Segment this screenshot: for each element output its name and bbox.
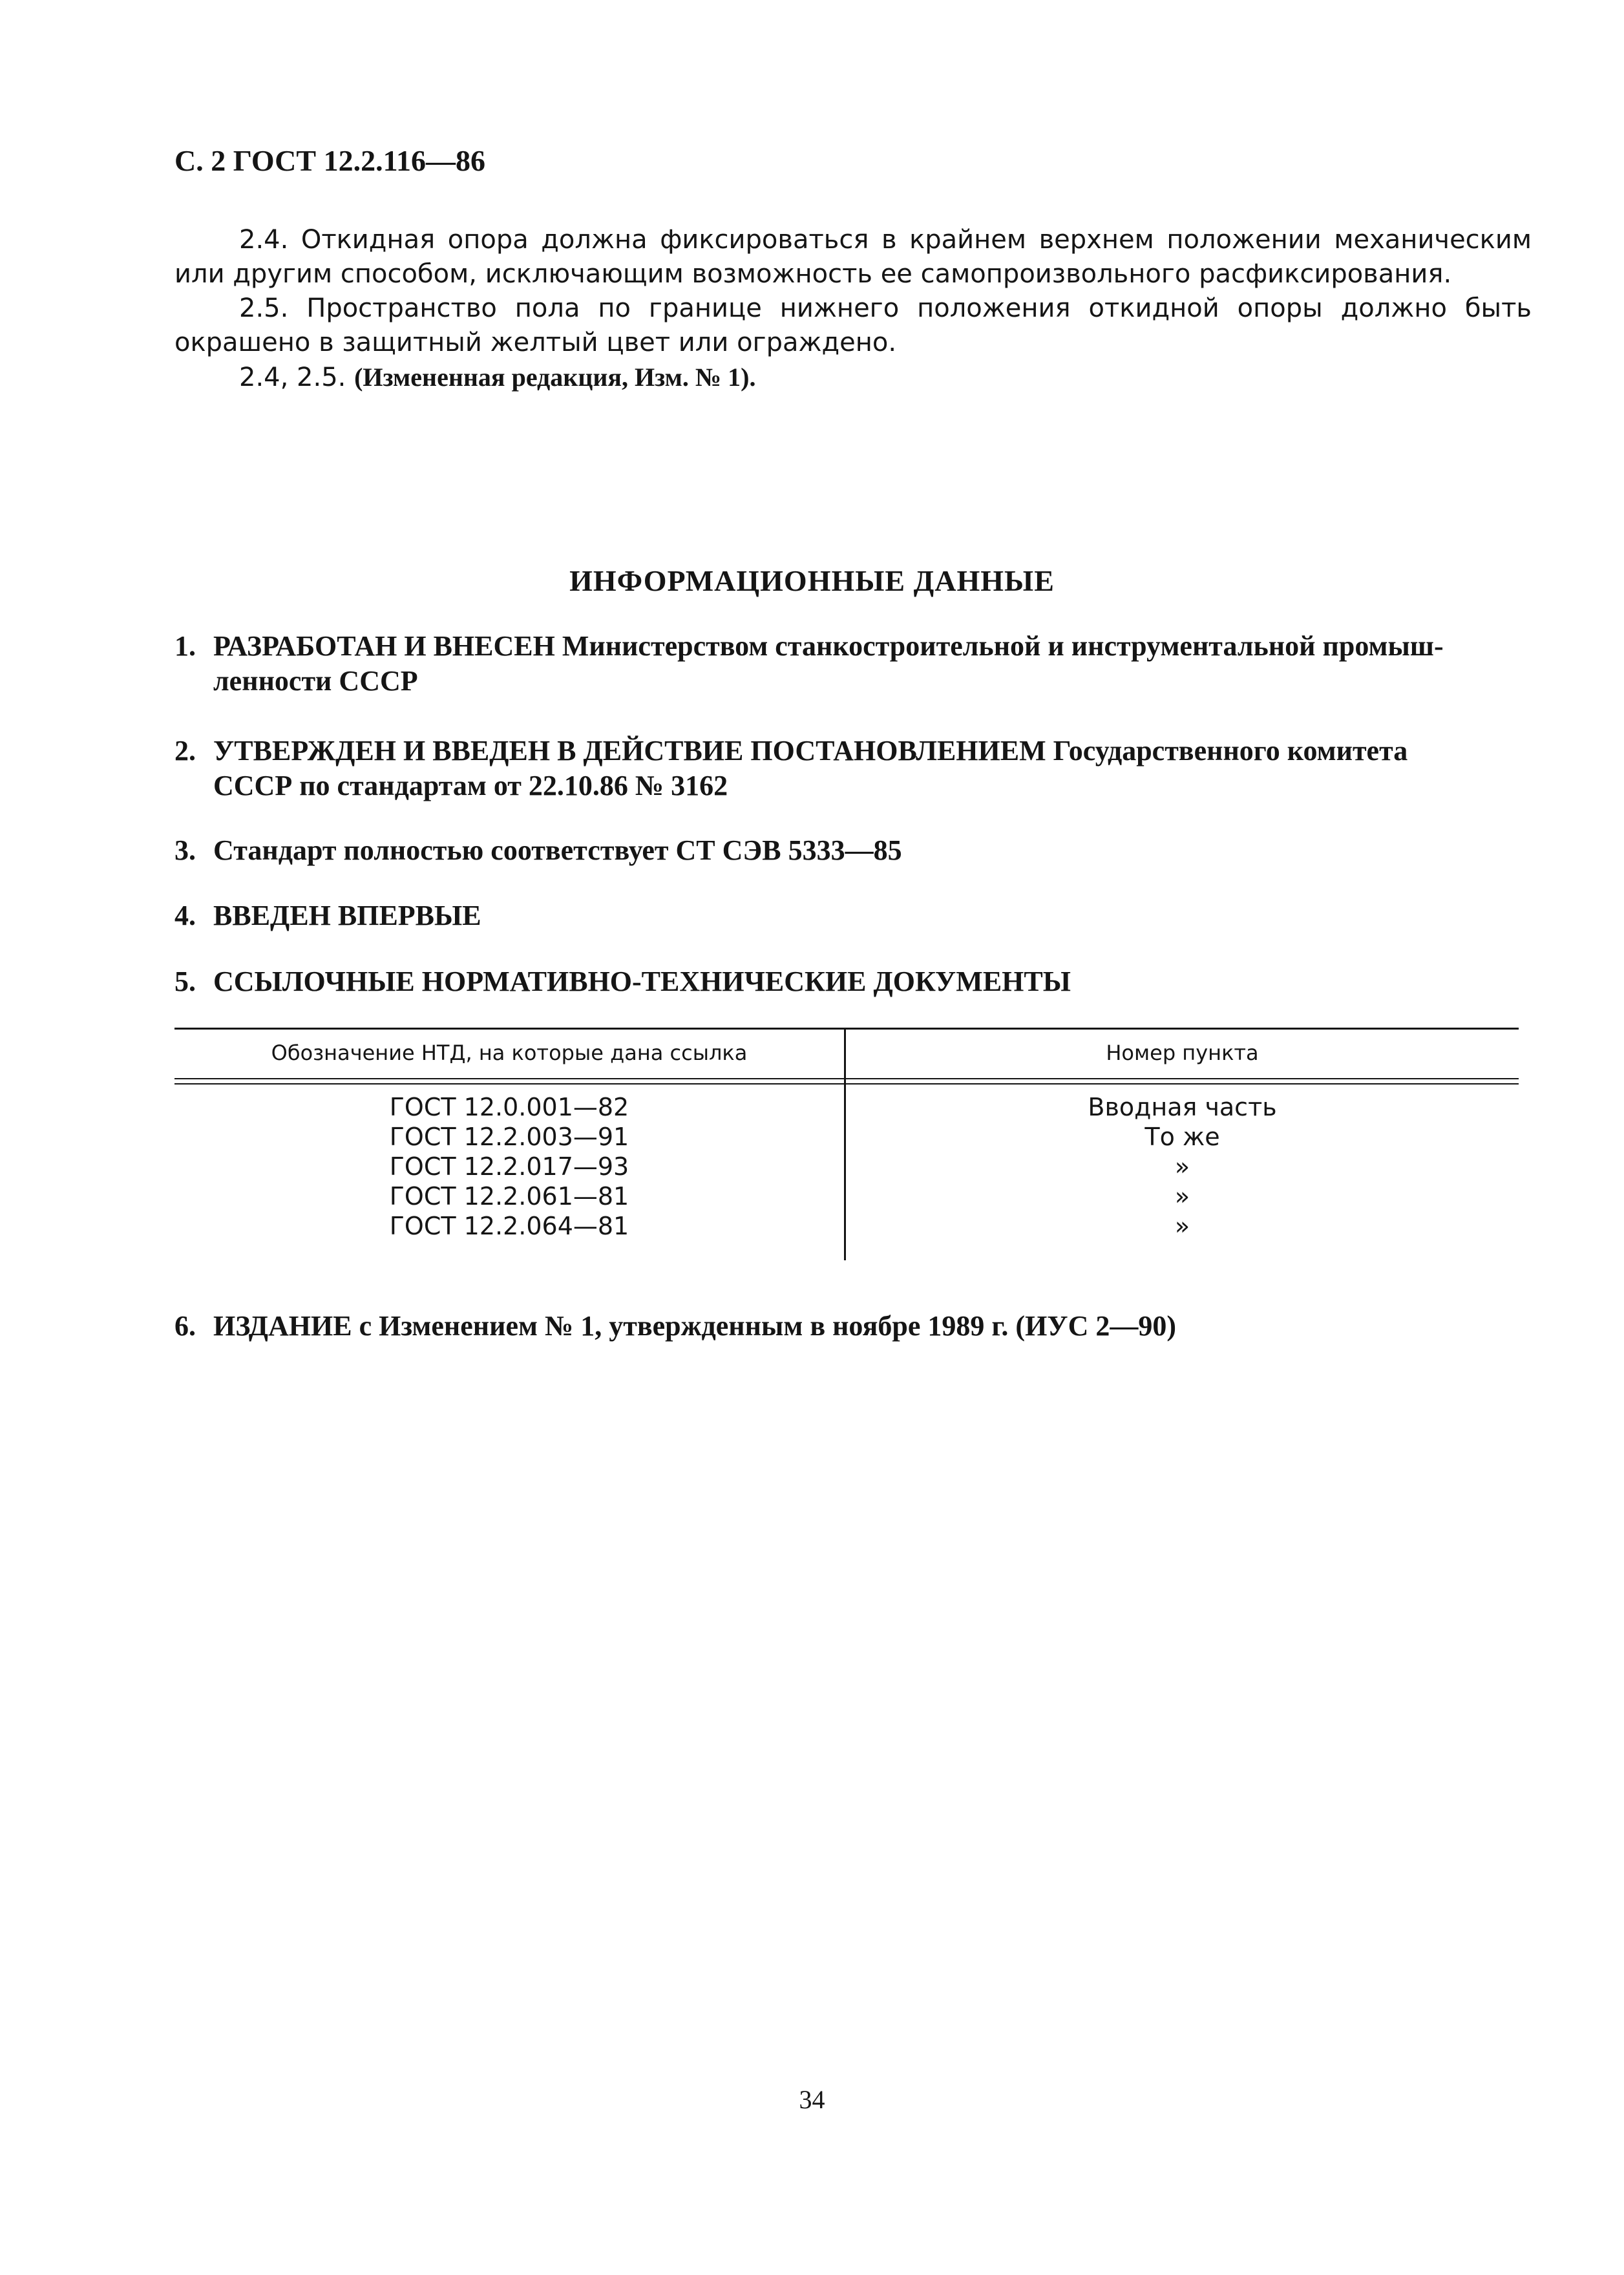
info-item-4 [174,898,1519,933]
info-item-3 [174,833,1519,868]
info-item-number: 1. [174,630,196,662]
info-item-6 [174,1309,1519,1344]
table-header-rule [174,1083,1519,1085]
table-cell-clause: Вводная часть [1088,1093,1277,1121]
info-item-text: Стандарт полностью соответствует СТ СЭВ 5333—85 [213,834,902,866]
info-item-number: 6. [174,1310,196,1342]
paragraph-2-4 [174,223,1532,291]
info-item-text: УТВЕРЖДЕН И ВВЕДЕН В ДЕЙСТВИЕ ПОСТАНОВЛЕНИЕМ Государственного комитета [213,735,1408,767]
info-item-continuation: ленности СССР [213,665,418,697]
info-section-title: ИНФОРМАЦИОННЫЕ ДАННЫЕ [569,564,1055,597]
table-cell-document: ГОСТ 12.0.001—82 [389,1093,629,1121]
table-column-clauses [846,1092,1519,1241]
table-cell-clause: » [1174,1182,1190,1211]
paragraph-2-5 [174,291,1532,360]
info-item-text: ВВЕДЕН ВПЕРВЫЕ [213,900,481,931]
paragraph-2-4-text: 2.4. Откидная опора должна фиксироваться в крайнем верхнем положении механическим или другим способом, исключающим возможность ее самопроизвольного расфиксирования. [174,225,1532,289]
table-column-documents [174,1092,844,1241]
info-item-number: 4. [174,900,196,931]
table-header-clause: Номер пункта [1106,1041,1259,1065]
table-cell-document: ГОСТ 12.2.017—93 [389,1152,629,1181]
edit-note [174,360,1532,395]
table-header-document: Обозначение НТД, на которые дана ссылка [271,1041,748,1065]
info-item-5 [174,964,1519,999]
table-cell-clause: То же [1144,1123,1220,1151]
table-cell-document: ГОСТ 12.2.064—81 [389,1212,629,1240]
page-header: С. 2 ГОСТ 12.2.116—86 [174,144,486,177]
table-header-rule [174,1078,1519,1079]
reference-documents-table [174,1028,1519,1260]
info-item-number: 5. [174,966,196,997]
page-number: 34 [799,2085,825,2114]
info-item-text: ССЫЛОЧНЫЕ НОРМАТИВНО-ТЕХНИЧЕСКИЕ ДОКУМЕНТЫ [213,966,1071,997]
info-item-text: ИЗДАНИЕ с Изменением № 1, утвержденным в ноябре 1989 г. (ИУС 2—90) [213,1310,1177,1342]
table-cell-clause: » [1174,1152,1190,1181]
table-cell-document: ГОСТ 12.2.003—91 [389,1123,629,1151]
edit-note-bold: (Измененная редакция, Изм. № 1). [354,363,756,392]
edit-note-prefix: 2.4, 2.5. [239,363,346,392]
info-item-text: РАЗРАБОТАН И ВНЕСЕН Министерством станкостроительной и инструментальной промыш- [213,630,1444,662]
info-item-2 [174,734,1519,803]
table-cell-document: ГОСТ 12.2.061—81 [389,1182,629,1211]
paragraph-2-5-text: 2.5. Пространство пола по границе нижнего положения откидной опоры должно быть окрашено в защитный желтый цвет или ограждено. [174,293,1532,357]
info-item-1 [174,629,1519,699]
table-top-rule [174,1028,1519,1030]
table-cell-clause: » [1174,1212,1190,1240]
info-item-number: 2. [174,735,196,767]
info-item-number: 3. [174,834,196,866]
info-item-continuation: СССР по стандартам от 22.10.86 № 3162 [213,770,728,801]
